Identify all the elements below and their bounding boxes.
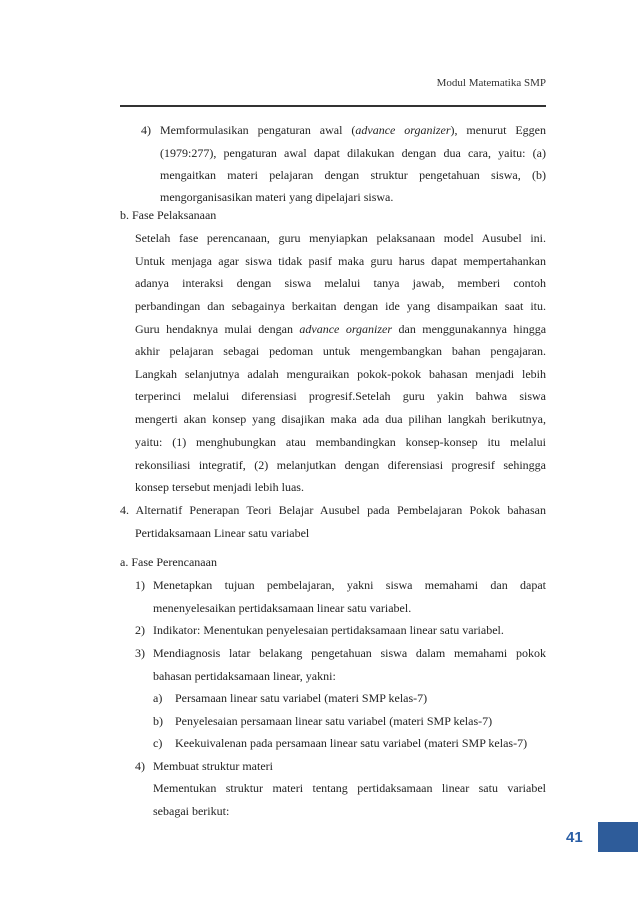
item-label: 2) [135, 623, 145, 637]
subitem-label: c) [153, 736, 163, 750]
paragraph-line: terperinci melalui diferensiasi progresif.Setelah guru yakin bahwa siswa [135, 389, 546, 403]
paragraph-line: rekonsiliasi integratif, (2) melanjutkan dengan diferensiasi progresif sehingga [135, 458, 546, 472]
italic-term: advance organizer [299, 322, 393, 336]
section-title-line: 4. Alternatif Penerapan Teori Belajar Ausubel pada Pembelajaran Pokok bahasan [120, 503, 546, 517]
item-text: Membuat struktur materi [153, 759, 273, 773]
item-label: 3) [135, 646, 145, 660]
text-run: Guru hendaknya mulai dengan [135, 322, 300, 336]
page-tab-decoration [598, 822, 638, 852]
item4-line4: mengorganisasikan materi yang dipelajari siswa. [160, 190, 394, 204]
subitem-text: Persamaan linear satu variabel (materi SMP kelas-7) [175, 691, 428, 705]
paragraph-line: Setelah fase perencanaan, guru menyiapkan pelaksanaan model Ausubel ini. [135, 231, 546, 245]
italic-term: advance organizer [355, 123, 451, 137]
page-header: Modul Matematika SMP [436, 77, 546, 89]
item-text: bahasan pertidaksamaan linear, yakni: [153, 669, 336, 683]
subitem-text: Keekuivalenan pada persamaan linear satu variabel (materi SMP kelas-7) [175, 736, 528, 750]
item-text: menenyelesaikan pertidaksamaan linear satu variabel. [153, 601, 412, 615]
paragraph-line: yaitu: (1) menghubungkan atau membandingkan konsep-konsep itu melalui [135, 435, 546, 449]
paragraph-line: mengerti akan konsep yang disajikan maka ada dua pilihan langkah berikutnya, [135, 412, 546, 426]
section-title-line: Pertidaksamaan Linear satu variabel [135, 526, 310, 540]
subitem-label: a) [153, 691, 163, 705]
item-text: Menetapkan tujuan pembelajaran, yakni siswa memahami dan dapat [153, 578, 546, 592]
subitem-label: b) [153, 714, 163, 728]
item-label: 4) [141, 123, 151, 137]
text-run: ), menurut Eggen [450, 123, 546, 137]
item4-line3: mengaitkan materi pelajaran dengan struktur pengetahuan siswa, (b) [160, 168, 546, 182]
paragraph-line: perbandingan dan sebagainya berkaitan dengan ide yang disampaikan saat itu. [135, 299, 546, 313]
subitem-text: Penyelesaian persamaan linear satu variabel (materi SMP kelas-7) [175, 714, 493, 728]
item-label: 1) [135, 578, 145, 592]
item4-line2: (1979:277), pengaturan awal dapat dilakukan dengan dua cara, yaitu: (a) [160, 146, 546, 160]
paragraph-line: Untuk menjaga agar siswa tidak pasif maka guru harus dapat mempertahankan [135, 254, 546, 268]
section-heading: b. Fase Pelaksanaan [120, 208, 217, 222]
item-text: Indikator: Menentukan penyelesaian pertidaksamaan linear satu variabel. [153, 623, 504, 637]
paragraph-line: adanya interaksi dengan siswa melalui tanya jawab, memberi contoh [135, 276, 546, 290]
text-run: dan menggunakannya hingga [392, 322, 547, 336]
paragraph-line: konsep tersebut menjadi lebih luas. [135, 480, 304, 494]
page-number: 41 [566, 829, 583, 846]
section-heading: a. Fase Perencanaan [120, 555, 217, 569]
item4-line1 [160, 123, 546, 137]
paragraph-line: Langkah selanjutnya adalah menguraikan pokok-pokok bahasan menjadi lebih [135, 367, 546, 381]
paragraph-line: akhir pelajaran sebagai pedoman untuk mengembangkan bahan pengajaran. [135, 344, 546, 358]
header-rule [120, 105, 546, 107]
item-text: Mendiagnosis latar belakang pengetahuan siswa dalam memahami pokok [153, 646, 546, 660]
paragraph-line [135, 322, 546, 336]
text-run: Memformulasikan pengaturan awal ( [160, 123, 356, 137]
item-label: 4) [135, 759, 145, 773]
item-text: Mementukan struktur materi tentang pertidaksamaan linear satu variabel [153, 781, 546, 795]
item-text: sebagai berikut: [153, 804, 230, 818]
